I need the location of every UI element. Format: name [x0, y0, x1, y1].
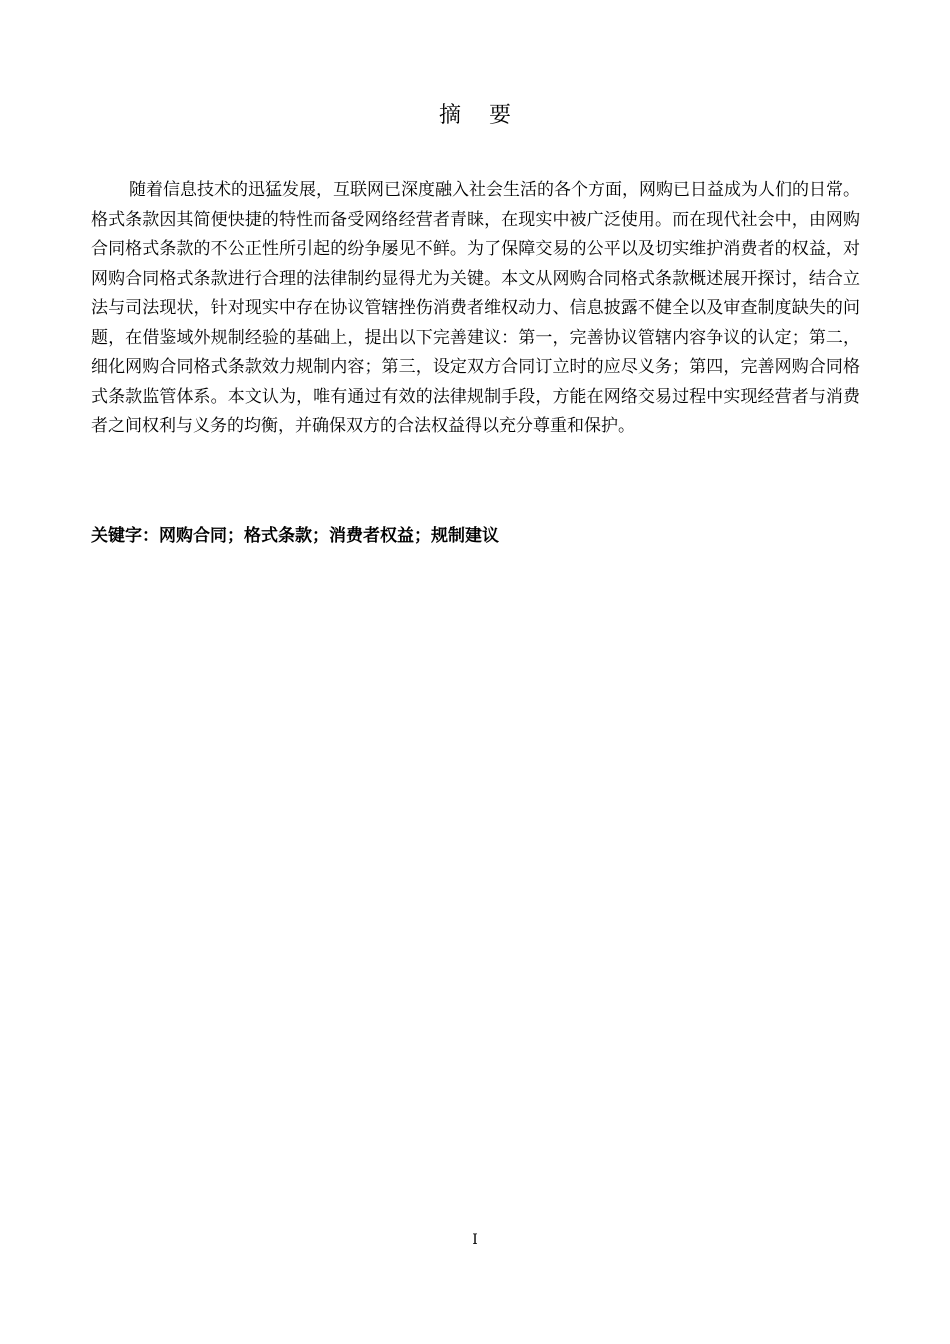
abstract-paragraph: 随着信息技术的迅猛发展，互联网已深度融入社会生活的各个方面，网购已日益成为人们的日常。格式条款因其简便快捷的特性而备受网络经营者青睐，在现实中被广泛使用。而在现代社会中，由网购合同格式条款的不公正性所引起的纷争屡见不鲜。为了保障交易的公平以及切实维护消费者的权益，对网购合同格式条款进行合理的法律制约显得尤为关键。本文从网购合同格式条款概述展开探讨，结合立法与司法现状，针对现实中存在协议管辖挫伤消费者维权动力、信息披露不健全以及审查制度缺失的问题，在借鉴域外规制经验的基础上，提出以下完善建议：第一，完善协议管辖内容争议的认定；第二，细化网购合同格式条款效力规制内容；第三，设定双方合同订立时的应尽义务；第四，完善网购合同格式条款监管体系。本文认为，唯有通过有效的法律规制手段，方能在网络交易过程中实现经营者与消费者之间权利与义务的均衡，并确保双方的合法权益得以充分尊重和保护。: [91, 180, 860, 436]
keywords-line: 关键字：网购合同；格式条款；消费者权益；规制建议: [91, 526, 499, 546]
page-title: 摘要: [438, 103, 539, 128]
page-number: I: [472, 1232, 478, 1248]
